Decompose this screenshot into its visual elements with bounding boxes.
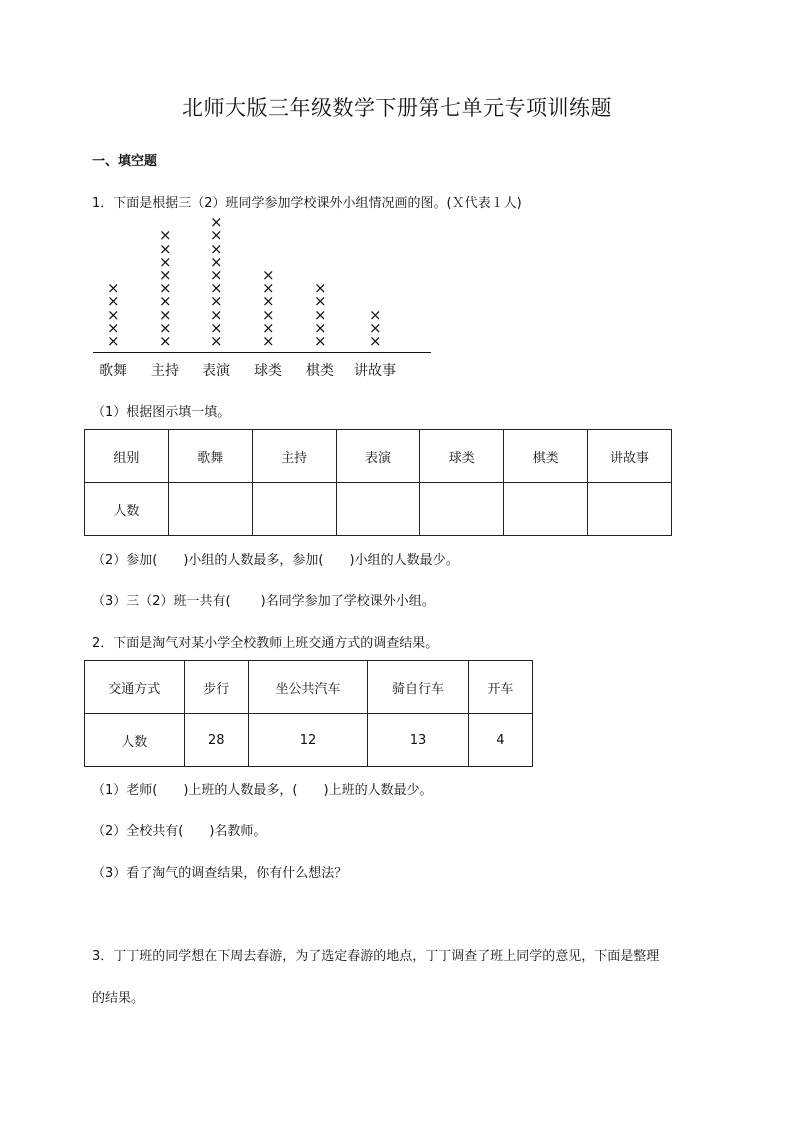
chart-category-label: 歌舞 (99, 363, 127, 379)
pictograph-mark: × (369, 332, 382, 350)
pictograph-mark: × (107, 279, 120, 298)
pictograph-mark: × (369, 305, 382, 324)
pictograph-mark: × (262, 266, 275, 284)
chart-baseline (93, 352, 431, 353)
pictograph-mark: × (262, 318, 275, 337)
pictograph-mark: × (262, 292, 275, 311)
q1-header-cell: 主持 (252, 430, 336, 483)
chart-category-label: 主持 (151, 363, 179, 379)
q1-answer-cell[interactable] (504, 483, 588, 536)
pictograph-mark: × (107, 318, 120, 337)
q1-sub2-text-a: （2）参加( (92, 553, 158, 568)
q1-sub3-text-a: （3）三（2）班一共有( (92, 594, 231, 609)
q1-sub3 (92, 590, 435, 609)
q2-sub2-text-b: )名教师。 (209, 824, 267, 839)
q1-header-cell: 球类 (420, 430, 504, 483)
q2-stem: 2．下面是淘气对某小学全校教师上班交通方式的调查结果。 (92, 636, 439, 651)
pictograph-mark: × (314, 279, 327, 298)
pictograph-mark: × (159, 318, 172, 337)
pictograph-mark: × (107, 305, 120, 324)
pictograph-mark: × (210, 292, 223, 311)
q1-sub1: （1）根据图示填一填。 (92, 405, 231, 420)
q1-answer-cell[interactable] (168, 483, 252, 536)
q1-header-cell: 棋类 (504, 430, 588, 483)
q1-table-count-row (85, 483, 672, 536)
q1-header-cell: 组别 (85, 430, 169, 483)
q1-sub2-text-b: )小组的人数最多，参加( (183, 553, 324, 568)
pictograph-mark: × (159, 266, 172, 284)
q2-table-count-row (85, 714, 533, 767)
pictograph-mark: × (262, 305, 275, 324)
pictograph-mark: × (314, 332, 327, 350)
q1-table (84, 429, 672, 536)
pictograph-mark: × (210, 213, 223, 232)
q1-sub2-text-c: )小组的人数最少。 (349, 553, 459, 568)
pictograph-mark: × (107, 292, 120, 311)
q1-header-cell: 表演 (336, 430, 420, 483)
q2-header-cell: 开车 (468, 661, 532, 714)
pictograph-mark: × (159, 332, 172, 350)
pictograph-mark: × (159, 252, 172, 271)
q2-value-cell: 13 (368, 714, 469, 767)
q2-sub1 (92, 779, 433, 798)
pictograph-mark: × (107, 332, 120, 350)
q1-header-cell: 歌舞 (168, 430, 252, 483)
q1-answer-cell[interactable] (420, 483, 504, 536)
pictograph-mark: × (262, 332, 275, 350)
q2-header-cell: 交通方式 (85, 661, 185, 714)
pictograph-mark: × (210, 266, 223, 284)
q2-header-cell: 步行 (184, 661, 248, 714)
q2-header-cell: 坐公共汽车 (248, 661, 367, 714)
q2-value-cell: 28 (184, 714, 248, 767)
pictograph-mark: × (314, 292, 327, 311)
q2-sub2-text-a: （2）全校共有( (92, 824, 184, 839)
pictograph-chart (85, 213, 445, 385)
q1-answer-cell[interactable] (336, 483, 420, 536)
q1-answer-cell[interactable] (252, 483, 336, 536)
q2-sub1-text-a: （1）老师( (92, 783, 158, 798)
pictograph-mark: × (159, 279, 172, 298)
q2-sub1-text-c: )上班的人数最少。 (323, 783, 433, 798)
q3-line1: 3．丁丁班的同学想在下周去春游，为了选定春游的地点，丁丁调查了班上同学的意见，下面是整理 (92, 949, 660, 964)
pictograph-mark: × (369, 318, 382, 337)
pictograph-mark: × (314, 305, 327, 324)
page-title: 北师大版三年级数学下册第七单元专项训练题 (182, 96, 612, 120)
q1-stem: 1．下面是根据三（2）班同学参加学校课外小组情况画的图。(Ｘ代表１人) (92, 196, 522, 211)
q1-answer-cell[interactable] (588, 483, 672, 536)
q2-sub1-text-b: )上班的人数最多，( (183, 783, 298, 798)
q2-value-cell: 12 (248, 714, 367, 767)
q2-header-cell: 骑自行车 (368, 661, 469, 714)
pictograph-mark: × (210, 239, 223, 258)
q1-sub3-text-b: )名同学参加了学校课外小组。 (260, 594, 435, 609)
q1-header-cell: 讲故事 (588, 430, 672, 483)
pictograph-mark: × (210, 332, 223, 350)
pictograph-mark: × (210, 279, 223, 298)
q1-table-header-row (85, 430, 672, 483)
pictograph-mark: × (159, 226, 172, 245)
q2-row-label: 人数 (85, 714, 185, 767)
pictograph-mark: × (210, 305, 223, 324)
pictograph-mark: × (159, 239, 172, 258)
chart-category-label: 棋类 (306, 363, 334, 379)
q2-table-header-row (85, 661, 533, 714)
pictograph-mark: × (159, 305, 172, 324)
q2-sub3: （3）看了淘气的调查结果，你有什么想法？ (92, 866, 348, 881)
pictograph-mark: × (210, 226, 223, 245)
pictograph-mark: × (159, 292, 172, 311)
pictograph-mark: × (314, 318, 327, 337)
section-heading: 一、填空题 (92, 154, 158, 169)
q2-value-cell: 4 (468, 714, 532, 767)
q1-row-label: 人数 (85, 483, 169, 536)
chart-category-label: 讲故事 (354, 363, 396, 379)
pictograph-mark: × (210, 318, 223, 337)
q1-sub2 (92, 549, 459, 568)
q2-table (84, 660, 533, 767)
chart-category-label: 表演 (202, 363, 230, 379)
chart-category-label: 球类 (254, 363, 282, 379)
q2-sub2 (92, 820, 266, 839)
q3-line2: 的结果。 (92, 991, 145, 1006)
pictograph-mark: × (262, 279, 275, 298)
pictograph-mark: × (210, 252, 223, 271)
